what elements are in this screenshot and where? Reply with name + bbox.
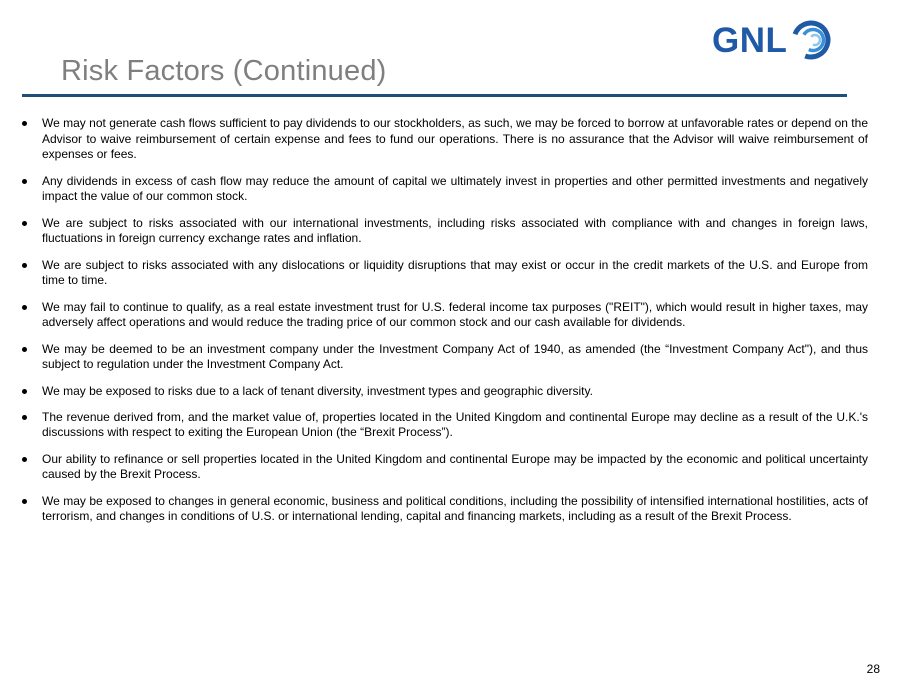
list-item: [22, 452, 868, 483]
title-divider: [22, 94, 847, 97]
list-item: [22, 258, 868, 289]
gnl-logo: [712, 18, 833, 62]
bullet-text: We may fail to continue to qualify, as a real estate investment trust for U.S. federal income tax purposes ("REIT"), which would result in higher taxes, may adversely affect operations and would reduce the trading price of our common stock and our cash available for dividends.: [42, 299, 868, 330]
bullet-dot-icon: [22, 263, 27, 268]
list-item: [22, 342, 868, 373]
swirl-logo-icon: [791, 19, 833, 61]
bullet-text: We may not generate cash flows sufficient to pay dividends to our stockholders, as such, we may be forced to borrow at unfavorable rates or depend on the Advisor to waive reimbursement of certain expense and fees to fund our operations. There is no assurance that the Advisor will waive reimbursement of expenses or fees.: [42, 116, 868, 162]
bullet-dot-icon: [22, 179, 27, 184]
bullet-dot-icon: [22, 415, 27, 420]
bullet-text: The revenue derived from, and the market value of, properties located in the United Kingdom and continental Europe may decline as a result of the U.K.'s discussions with respect to exiting the European Union (the “Brexit Process”).: [42, 409, 868, 440]
bullet-text: We are subject to risks associated with our international investments, including risks associated with compliance with and changes in foreign laws, fluctuations in foreign currency exchange rates and inflation.: [42, 215, 868, 246]
bullet-dot-icon: [22, 457, 27, 462]
bullet-text: Our ability to refinance or sell properties located in the United Kingdom and continental Europe may be impacted by the economic and political uncertainty caused by the Brexit Process.: [42, 451, 868, 482]
bullet-text: We are subject to risks associated with any dislocations or liquidity disruptions that may exist or occur in the credit markets of the U.S. and Europe from time to time.: [42, 257, 868, 288]
logo-text: GNL: [712, 20, 788, 60]
page-number: 28: [866, 662, 880, 676]
list-item: [22, 384, 868, 400]
bullet-text: We may be deemed to be an investment company under the Investment Company Act of 1940, as amended (the “Investment Company Act"), and thus subject to regulation under the Investment Company Act.: [42, 341, 868, 372]
bullet-dot-icon: [22, 347, 27, 352]
bullet-dot-icon: [22, 305, 27, 310]
bullet-text: Any dividends in excess of cash flow may reduce the amount of capital we ultimately invest in properties and other permitted investments and negatively impact the value of our common stock.: [42, 173, 868, 204]
list-item: [22, 494, 868, 525]
bullet-dot-icon: [22, 221, 27, 226]
list-item: [22, 116, 868, 163]
bullet-text: We may be exposed to risks due to a lack of tenant diversity, investment types and geographic diversity.: [42, 383, 593, 398]
bullet-dot-icon: [22, 121, 27, 126]
list-item: [22, 300, 868, 331]
list-item: [22, 410, 868, 441]
list-item: [22, 174, 868, 205]
list-item: [22, 216, 868, 247]
slide-title: Risk Factors (Continued): [61, 55, 387, 87]
bullet-text: We may be exposed to changes in general economic, business and political conditions, including the possibility of intensified international hostilities, acts of terrorism, and changes in conditions of U.S. or international lending, capital and financing markets, including as a result of the Brexit Process.: [42, 493, 868, 524]
bullet-dot-icon: [22, 499, 27, 504]
risk-factor-list: [22, 116, 868, 536]
bullet-dot-icon: [22, 389, 27, 394]
